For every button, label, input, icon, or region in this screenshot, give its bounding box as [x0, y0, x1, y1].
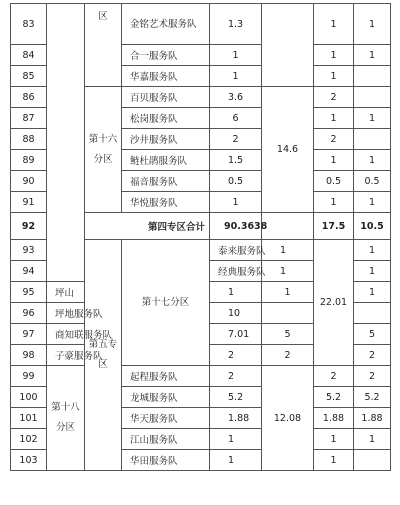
cell-value-3: 1	[314, 108, 354, 129]
cell-value-4: 10.5	[354, 213, 391, 240]
row-number: 97	[11, 324, 47, 345]
cell-value-1: 1.88	[210, 408, 262, 429]
team-name: 泰来服务队	[210, 240, 262, 261]
row-number: 89	[11, 150, 47, 171]
cell-value-3: 2	[262, 345, 314, 366]
cell-value-3	[262, 303, 314, 324]
row-number: 88	[11, 129, 47, 150]
subtotal-blank	[262, 213, 314, 240]
row-number: 91	[11, 192, 47, 213]
team-name: 华悦服务队	[122, 192, 210, 213]
zone-16-total: 14.6	[262, 87, 314, 213]
cell-value-3: 2	[314, 129, 354, 150]
cell-value-1: 1	[210, 282, 262, 303]
row-number: 101	[11, 408, 47, 429]
row-number: 95	[11, 282, 47, 303]
cell-value-3: 5	[262, 324, 314, 345]
cell-value-3: 2	[314, 87, 354, 108]
team-name: 华田服务队	[122, 450, 210, 471]
cell-value-4: 1.88	[354, 408, 391, 429]
team-name: 福音服务队	[122, 171, 210, 192]
cell-value-4	[354, 87, 391, 108]
row-number: 99	[11, 366, 47, 387]
team-name: 子豪服务队	[47, 345, 85, 366]
team-name: 华天服务队	[122, 408, 210, 429]
cell-value-1: 90.3638	[210, 213, 262, 240]
cell-value-4: 0.5	[354, 171, 391, 192]
cell-value-1: 2	[210, 129, 262, 150]
cell-value-1: 2	[210, 345, 262, 366]
table-row	[11, 366, 391, 387]
cell-value-3: 1	[314, 429, 354, 450]
cell-value-1: 1.3	[210, 4, 262, 45]
cell-value-1: 1.5	[210, 150, 262, 171]
row-number: 100	[11, 387, 47, 408]
team-name: 坪地服务队	[47, 303, 85, 324]
zone-18-total: 12.08	[262, 366, 314, 471]
cell-value-4	[354, 450, 391, 471]
zone-15-tail: 区	[85, 4, 122, 87]
cell-value-1: 1	[210, 429, 262, 450]
cell-value-3: 5.2	[314, 387, 354, 408]
cell-value-3: 1	[354, 240, 391, 261]
cell-value-1: 0.5	[210, 171, 262, 192]
cell-value-3: 2	[314, 366, 354, 387]
zone-18-label: 第十八分区	[47, 366, 85, 471]
cell-value-1: 1	[210, 45, 262, 66]
row-number: 98	[11, 345, 47, 366]
cell-value-3: 1	[314, 45, 354, 66]
row-number: 94	[11, 261, 47, 282]
row-number: 87	[11, 108, 47, 129]
cell-value-3: 1	[314, 150, 354, 171]
cell-value-3: 1	[262, 282, 314, 303]
cell-value-3: 1	[354, 261, 391, 282]
cell-value-3: 0.5	[314, 171, 354, 192]
cell-value-3: 1	[314, 4, 354, 45]
row-number: 85	[11, 66, 47, 87]
region-5-label: 第五专区	[85, 240, 122, 471]
team-name: 江山服务队	[122, 429, 210, 450]
cell-value-4: 1	[354, 150, 391, 171]
cell-value-1: 1	[262, 240, 314, 261]
team-name: 鲢杜鹃服务队	[122, 150, 210, 171]
service-team-table	[10, 3, 391, 471]
team-name: 百贝服务队	[122, 87, 210, 108]
row-number: 84	[11, 45, 47, 66]
row-number: 92	[11, 213, 47, 240]
cell-value-4	[354, 303, 391, 324]
zone-17-label: 第十七分区	[122, 240, 210, 366]
cell-value-4	[354, 66, 391, 87]
table-row	[11, 4, 391, 45]
cell-value-1: 1	[210, 450, 262, 471]
team-name: 商知联服务队	[47, 324, 85, 345]
zone-15-total-blank	[262, 4, 314, 87]
team-name: 金铭艺术服务队	[122, 4, 210, 45]
cell-value-3: 17.5	[314, 213, 354, 240]
team-name: 松岗服务队	[122, 108, 210, 129]
cell-value-1: 1	[210, 192, 262, 213]
row-number: 96	[11, 303, 47, 324]
row-number: 93	[11, 240, 47, 261]
cell-value-3: 1	[314, 192, 354, 213]
cell-value-1: 7.01	[210, 324, 262, 345]
cell-value-4: 1	[354, 192, 391, 213]
cell-value-4: 2	[354, 345, 391, 366]
cell-value-4	[354, 129, 391, 150]
cell-value-1: 1	[210, 66, 262, 87]
row-number: 83	[11, 4, 47, 45]
region-cell-blank	[47, 4, 85, 282]
cell-value-1: 5.2	[210, 387, 262, 408]
row-number: 86	[11, 87, 47, 108]
cell-value-4: 1	[354, 429, 391, 450]
cell-value-4: 1	[354, 108, 391, 129]
cell-value-1: 2	[210, 366, 262, 387]
cell-value-4: 5.2	[354, 387, 391, 408]
cell-value-1: 6	[210, 108, 262, 129]
cell-value-4: 5	[354, 324, 391, 345]
team-name: 华嘉服务队	[122, 66, 210, 87]
zone-16-label: 第十六分区	[85, 87, 122, 213]
cell-value-1: 10	[210, 303, 262, 324]
cell-value-4: 2	[354, 366, 391, 387]
row-number: 102	[11, 429, 47, 450]
cell-value-1: 3.6	[210, 87, 262, 108]
row-number: 103	[11, 450, 47, 471]
cell-value-3: 1	[314, 450, 354, 471]
cell-value-3: 1.88	[314, 408, 354, 429]
team-name: 起程服务队	[122, 366, 210, 387]
cell-value-3: 1	[314, 66, 354, 87]
subtotal-label: 第四专区合计	[85, 213, 210, 240]
cell-value-1: 1	[262, 261, 314, 282]
cell-value-4: 1	[354, 282, 391, 303]
cell-value-4: 1	[354, 4, 391, 45]
team-name: 合一服务队	[122, 45, 210, 66]
zone-17-total: 22.01	[314, 240, 354, 366]
team-name: 经典服务队	[210, 261, 262, 282]
cell-value-4: 1	[354, 45, 391, 66]
row-number: 90	[11, 171, 47, 192]
team-name: 龙城服务队	[122, 387, 210, 408]
team-name: 沙井服务队	[122, 129, 210, 150]
team-name: 坪山	[47, 282, 85, 303]
